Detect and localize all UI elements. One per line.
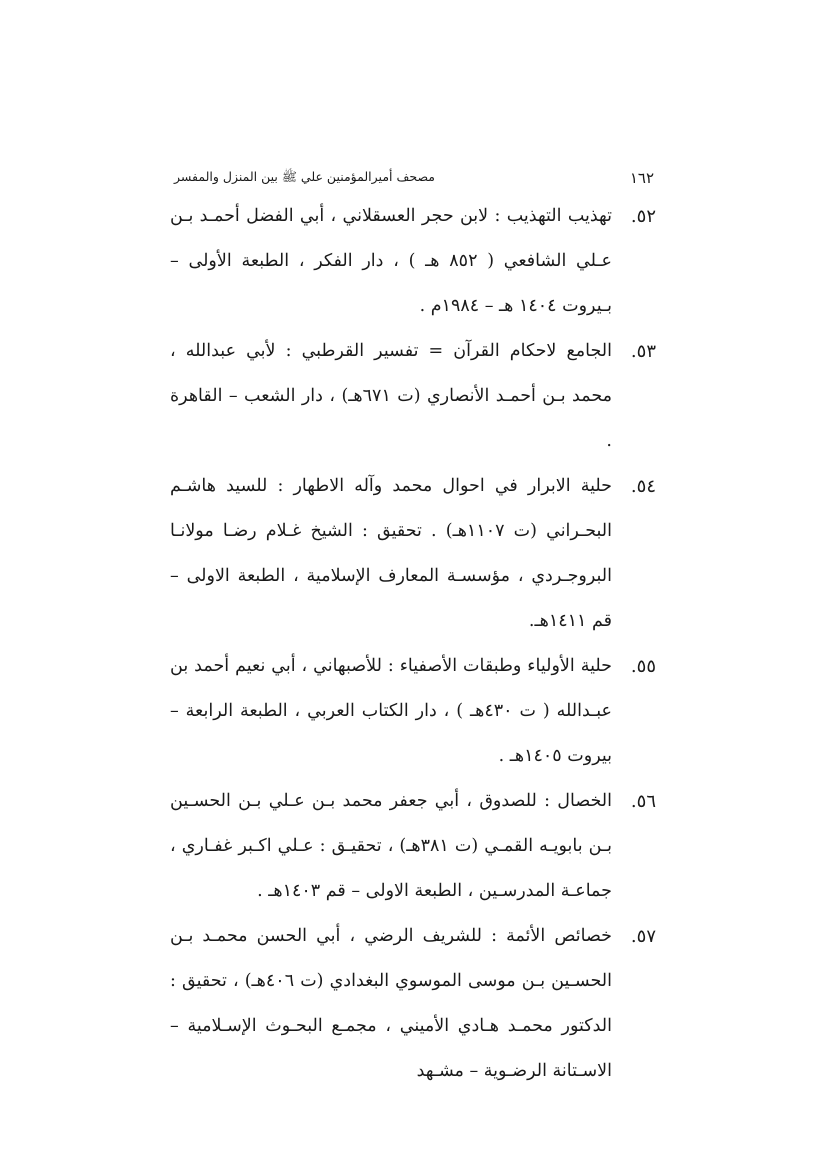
entry-number: ٥٧. [630,926,656,947]
bibliography-entry [170,194,656,329]
entry-text: الجامع لاحكام القرآن = تفسير القرطبي : لأبي عبدالله ، محمد بـن أحمـد الأنصاري (ت ٦٧١هـ) ، دار الشعب – القاهرة . [170,341,612,451]
bibliography-entry [170,644,656,779]
bibliography-entry [170,329,656,464]
entry-text: الخصال : للصدوق ، أبي جعفر محمد بـن عـلي بـن الحسـين بـن بابويـه القمـي (ت ٣٨١هـ) ، تحقيـق : عـلي اكـبر غفـاري ، جماعـة المدرسـين ، الطبعة الاولى – قم ١٤٠٣هـ . [170,791,612,901]
bibliography-entry [170,914,656,1094]
running-header-title: مصحف أميرالمؤمنين علي ﷺ بين المنزل والمفسر [174,168,435,184]
bibliography-list [170,194,656,1094]
bibliography-entry [170,779,656,914]
entry-number: ٥٢. [630,206,656,227]
entry-number: ٥٣. [630,341,656,362]
entry-text: حلية الابرار في احوال محمد وآله الاطهار : للسيد هاشـم البحـراني (ت ١١٠٧هـ) . تحقيق : الشيخ غـلام رضـا مولانـا البروجـردي ، مؤسسـة المعارف الإسلامية ، الطبعة الاولى – قم ١٤١١هـ. [170,476,612,631]
entry-text: خصائص الأئمة : للشريف الرضي ، أبي الحسن محمـد بـن الحسـين بـن موسى الموسوي البغدادي (ت ٤٠٦هـ) ، تحقيق : الدكتور محمـد هـادي الأميني ، مجمـع البحـوث الإسـلامية – الاسـتانة الرضـوية – مشـهد [170,926,612,1081]
entry-text: حلية الأولياء وطبقات الأصفياء : للأصبهاني ، أبي نعيم أحمد بن عبـدالله ( ت ٤٣٠هـ ) ، دار الكتاب العربي ، الطبعة الرابعة – بيروت ١٤٠٥هـ . [170,656,612,766]
bibliography-entry [170,464,656,644]
entry-number: ٥٥. [630,656,656,677]
entry-text: تهذيب التهذيب : لابن حجر العسقلاني ، أبي الفضل أحمـد بـن عـلي الشافعي ( ٨٥٢ هـ ) ، دار الفكر ، الطبعة الأولى – بـيروت ١٤٠٤ هـ – ١٩٨٤م . [170,206,613,316]
entry-number: ٥٦. [630,791,656,812]
page-number: ١٦٢ [629,169,654,187]
running-header [174,166,654,190]
entry-number: ٥٤. [630,476,656,497]
